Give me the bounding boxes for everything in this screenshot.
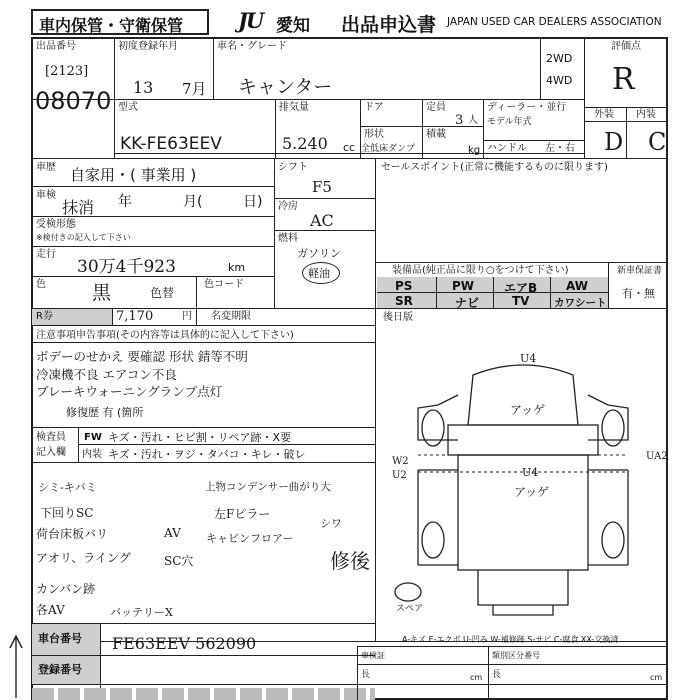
- capacity-value: 3: [455, 113, 464, 128]
- load-unit: kg: [468, 145, 481, 156]
- drive-2wd: 2WD: [546, 52, 573, 65]
- new-warranty-label: 新車保証書: [617, 266, 663, 276]
- history-label: 車歴: [36, 162, 56, 173]
- load-label: 積載: [426, 129, 446, 140]
- margin-arrow: [6, 630, 26, 700]
- chassis-label: 車台番号: [38, 632, 82, 645]
- mileage-unit: km: [228, 261, 246, 274]
- ju-logo-mark: JU: [238, 8, 263, 33]
- shape-value: 全低床ダンプ: [361, 144, 416, 154]
- insp-note-12: SC穴: [164, 554, 194, 568]
- diag-top: U4: [520, 352, 537, 365]
- note-line-1: ボデーのせかえ 要確認 形状 錆等不明: [36, 349, 248, 364]
- insp-note-14: バッテリーX: [110, 606, 173, 619]
- inspector-label2: 記入欄: [36, 447, 66, 458]
- fuel-gas: ガソリン: [297, 247, 341, 260]
- vehicle-damage-diagram: [378, 330, 668, 630]
- diag-cabin: アッゲ: [510, 403, 546, 417]
- cooling-label: 冷房: [278, 201, 298, 212]
- diag-left2: U2: [392, 470, 407, 481]
- mileage-label: 走行: [36, 249, 56, 260]
- interior-label: 内装: [636, 109, 656, 120]
- diesel-circle: [302, 262, 340, 284]
- inspection-day: 日): [243, 194, 263, 210]
- color-code-label: 色コード: [204, 279, 244, 290]
- car-name-value: キャンター: [238, 76, 333, 98]
- model-year-label: モデル年式: [487, 117, 532, 127]
- storage-badge: [31, 9, 209, 35]
- sales-point-label: セールスポイント(正常に機能するものに限ります): [381, 162, 608, 173]
- color-value: 黒: [92, 282, 112, 304]
- shift-value: F5: [312, 178, 332, 196]
- inspector-inner: 内装: [82, 449, 102, 460]
- insp-note-3: 荷台床板バリ: [36, 527, 109, 541]
- repair-history: 修復歴 有 (箇所: [66, 406, 144, 419]
- first-reg-month: 7月: [182, 80, 207, 98]
- displacement-unit: cc: [343, 141, 356, 154]
- insp-note-5: カンバン跡: [36, 582, 96, 596]
- handle-label: ハンドル: [487, 143, 527, 154]
- insp-note-13: 修後: [330, 549, 370, 573]
- insp-note-7: 上物コンデンサー曲がり大: [205, 481, 331, 493]
- recycle-label: R券: [36, 311, 53, 322]
- color-label: 色: [36, 279, 46, 290]
- diag-left1: W2: [392, 456, 409, 467]
- insp-note-2: 下回りSC: [40, 506, 94, 520]
- recycle-value: 7,170: [116, 309, 154, 324]
- diag-bed-top: U4: [522, 466, 539, 479]
- cooling-value: AC: [310, 211, 334, 230]
- inspection-value: 抹消: [62, 198, 95, 217]
- insp-note-9: キャビンフロアー: [206, 532, 294, 545]
- damage-legend: A-キズ E-エクボ U-凹み W-補修跡 S-サビ C-腐食 XX-交換済: [402, 635, 619, 644]
- equip-ps: PS: [395, 279, 413, 293]
- displacement-value: 5.240: [282, 134, 328, 153]
- note-line-2: 冷凍機不良 エアコン不良: [36, 367, 177, 382]
- shift-label: シフト: [278, 162, 308, 173]
- equip-navi: ナビ: [455, 296, 480, 310]
- bottom-unit-1: cm: [470, 673, 483, 682]
- drive-4wd: 4WD: [546, 74, 573, 87]
- grade-label: 評価点: [611, 41, 641, 52]
- history-value: 自家用・( 事業用 ): [70, 166, 197, 184]
- capacity-unit: 人: [468, 115, 478, 126]
- car-name-label: 車名・グレード: [217, 41, 287, 52]
- exterior-label: 外装: [594, 109, 614, 120]
- type-accept-label: 受検形態: [36, 219, 76, 230]
- later-label: 後日版: [383, 312, 413, 323]
- bottom-unit-2: cm: [650, 673, 663, 682]
- fuel-diesel: 軽油: [308, 267, 330, 280]
- fuel-label: 燃料: [278, 233, 298, 244]
- equip-pw: PW: [452, 279, 475, 293]
- diag-spare: スペア: [396, 604, 424, 614]
- insp-note-6: 各AV: [36, 603, 65, 617]
- insp-note-11: AV: [164, 526, 181, 540]
- inspector-inner-items: キズ・汚れ・ヲジ・タバコ・キレ・破レ: [108, 448, 306, 461]
- diag-right: UA2: [646, 451, 668, 462]
- lot-label: 出品番号: [36, 41, 76, 52]
- notes-label: 注意事項申告事項(その内容等は具体的に記入して下さい): [36, 330, 294, 341]
- equip-seat: カワシート: [554, 297, 607, 309]
- model-label: 型式: [118, 102, 138, 113]
- equipment-label: 装備品(純正品に限り○をつけて下さい): [392, 265, 569, 276]
- inspection-label: 車検: [36, 190, 56, 201]
- dealer-label: ディーラー・並行: [487, 102, 567, 113]
- inspection-year: 年: [118, 194, 132, 210]
- bottom-r2a: 長: [361, 670, 371, 680]
- association-name: JAPAN USED CAR DEALERS ASSOCIATION: [447, 16, 662, 28]
- insp-note-1: シミ-キバミ: [38, 481, 97, 494]
- capacity-label: 定員: [426, 102, 446, 113]
- insp-note-10: シワ: [320, 517, 342, 530]
- bottom-r2b: 長: [492, 670, 502, 680]
- inspector-fw-items: キズ・汚れ・ヒビ割・リペア跡・X要: [108, 431, 292, 444]
- inspector-fw: FW: [84, 432, 102, 443]
- first-reg-label: 初度登録年月: [118, 41, 178, 52]
- lot-sub: [2123]: [45, 64, 89, 79]
- equip-sr: SR: [395, 294, 413, 308]
- form-title: 出品申込書: [341, 14, 437, 36]
- ju-logo: [238, 10, 276, 32]
- first-reg-year: 13: [133, 78, 154, 97]
- handle-value: 左・右: [545, 143, 575, 154]
- recycle-unit: 円: [182, 311, 192, 322]
- note-line-3: ブレーキウォーニングランプ点灯: [36, 384, 223, 399]
- doors-label: ドア: [364, 102, 384, 113]
- storage-text: 車内保管・守衛保管: [39, 16, 184, 35]
- bottom-r1b: 類別区分番号: [492, 651, 540, 660]
- color-change: 色替: [150, 286, 175, 300]
- interior-grade: C: [648, 128, 667, 156]
- bottom-cut-row: [32, 688, 375, 700]
- equip-aw: AW: [566, 279, 588, 293]
- shape-label: 形状: [364, 129, 384, 140]
- type-accept-note: ※検付きの記入して下さい: [36, 233, 131, 242]
- equip-tv: TV: [512, 294, 530, 308]
- grade-value: R: [612, 62, 635, 97]
- reg-number-label: 登録番号: [38, 663, 82, 676]
- chassis-value: FE63EEV 562090: [112, 634, 257, 653]
- brand-name: 愛知: [276, 16, 310, 36]
- inspection-month: 月(: [183, 194, 203, 210]
- model-value: KK-FE63EEV: [120, 134, 222, 154]
- warranty-value: 有・無: [622, 287, 655, 300]
- lot-number: 08070: [35, 87, 112, 115]
- mileage-value: 30万4千923: [77, 257, 176, 277]
- diag-bed: アッゲ: [514, 485, 550, 499]
- bottom-r1a: 車検証: [361, 651, 385, 660]
- insp-note-4: アオリ、ライング: [36, 551, 131, 565]
- exterior-grade: D: [604, 128, 624, 156]
- displacement-label: 排気量: [279, 102, 309, 113]
- insp-note-8: 左Fピラー: [214, 507, 271, 521]
- equip-airbag: エアB: [504, 281, 538, 295]
- inspector-label: 検査員: [36, 432, 66, 443]
- plate-change-label: 名変期限: [211, 311, 251, 322]
